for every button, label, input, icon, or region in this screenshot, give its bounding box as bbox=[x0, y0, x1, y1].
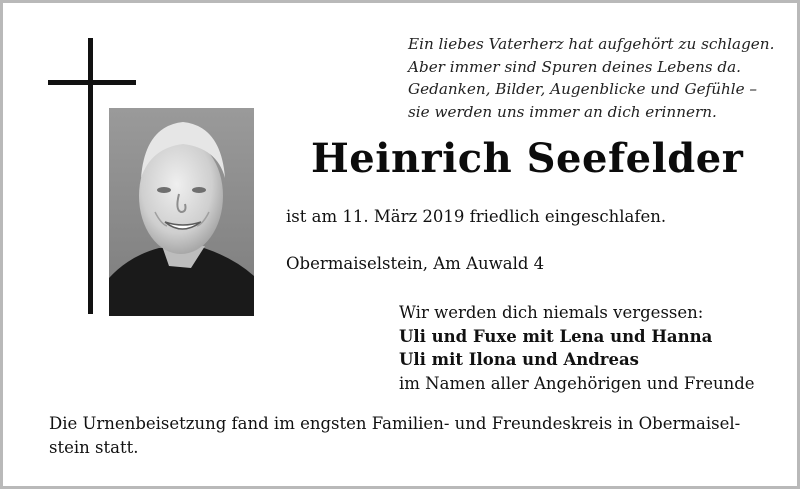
mourners-closing: im Namen aller Angehörigen und Freunde bbox=[399, 373, 755, 393]
poem-line: sie werden uns immer an dich erinnern. bbox=[408, 102, 717, 121]
burial-note bbox=[49, 412, 761, 460]
mourners-intro: Wir werden dich niemals vergessen: bbox=[399, 303, 704, 322]
address: Obermaiselstein, Am Auwald 4 bbox=[286, 254, 545, 273]
cross-horizontal-bar bbox=[48, 80, 136, 85]
poem-line: Ein liebes Vaterherz hat aufgehört zu schlagen. bbox=[408, 35, 775, 53]
burial-note-line: Die Urnenbeisetzung fand im engsten Familien- und Freundeskreis in Obermaisel- bbox=[49, 414, 741, 433]
deceased-name: Heinrich Seefelder bbox=[311, 135, 744, 182]
mourners-group: Uli und Fuxe mit Lena und Hanna bbox=[399, 326, 713, 346]
burial-note-line: stein statt. bbox=[49, 438, 139, 457]
mourners-group: Uli mit Ilona und Andreas bbox=[399, 350, 639, 369]
portrait-image bbox=[109, 108, 254, 316]
passing-statement: ist am 11. März 2019 friedlich eingeschlafen. bbox=[286, 207, 667, 226]
poem-line: Gedanken, Bilder, Augenblicke und Gefühle – bbox=[408, 80, 758, 98]
mourners-block bbox=[399, 301, 755, 395]
memorial-poem bbox=[408, 33, 788, 123]
portrait-photo bbox=[109, 108, 254, 316]
poem-line: Aber immer sind Spuren deines Lebens da. bbox=[408, 57, 741, 76]
